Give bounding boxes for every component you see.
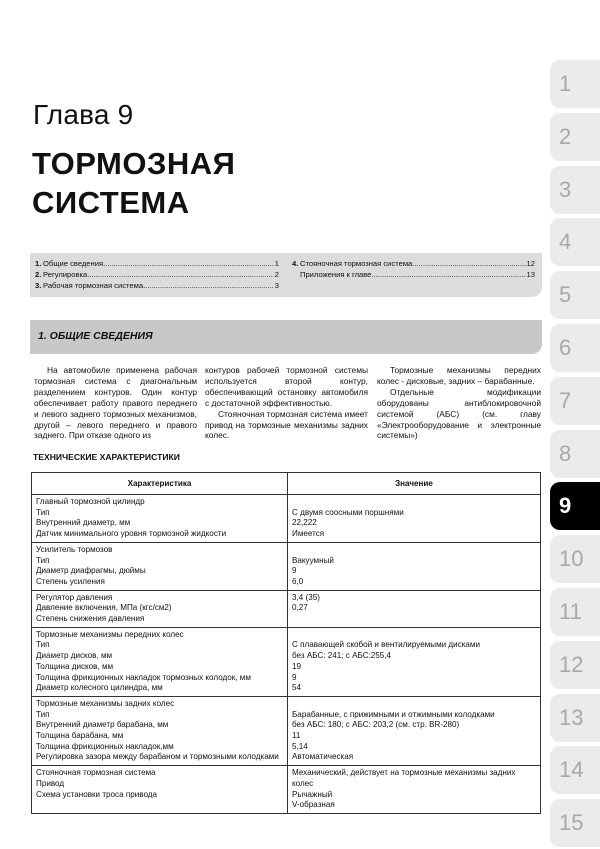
value-text: V-образная [292, 800, 335, 810]
body-paragraph: На автомобиле применена рабочая тормозная система с диагональным разделением контуров. Один контур обеспечивает работу правого переднего и левого заднего тормозных механизмов, другой – левого переднего и правого заднего. При отказе одного из [34, 365, 197, 441]
chapter-tab-15[interactable]: 15 [550, 799, 600, 847]
chapter-tab-2[interactable]: 2 [550, 113, 600, 161]
value-text: Вакуумный [292, 555, 334, 565]
chapter-title-line2: СИСТЕМА [32, 185, 190, 220]
value-text: 3,4 (35) [292, 592, 320, 602]
value-text: 0,27 [292, 603, 308, 613]
value-text [292, 497, 537, 508]
toc-leader-dots [412, 258, 525, 269]
characteristic-text: Толщина фрикционных накладок тормозных колодок, мм [36, 672, 251, 682]
chapter-tab-3[interactable]: 3 [550, 166, 600, 214]
value-cell [288, 766, 541, 814]
toc-item-label: Рабочая тормозная система [43, 281, 144, 290]
table-row [32, 495, 541, 543]
value-text: 9 [292, 672, 297, 682]
value-text [292, 699, 537, 710]
chapter-tab-12[interactable]: 12 [550, 641, 600, 689]
section-title: 1. ОБЩИЕ СВЕДЕНИЯ [38, 330, 153, 342]
table-of-contents [30, 253, 542, 297]
value-text: 54 [292, 683, 302, 693]
characteristic-cell [32, 627, 288, 696]
characteristic-text: Схема установки троса привода [36, 789, 157, 799]
characteristic-text: Степень снижения давления [36, 614, 145, 624]
value-text: С плавающей скобой и вентилируемыми дисками [292, 640, 481, 650]
value-cell [288, 627, 541, 696]
body-paragraph: контуров рабочей тормозной системы используется второй контур, обеспечивающий остановку автомобиля с достаточной эффективностью. [205, 365, 368, 408]
toc-column-right [292, 258, 535, 280]
value-text: 5,14 [292, 741, 308, 751]
characteristic-text: Диаметр дисков, мм [36, 651, 113, 661]
table-row [32, 627, 541, 696]
chapter-tab-6[interactable]: 6 [550, 324, 600, 372]
characteristic-text: Давление включения, МПа (кгс/см2) [36, 603, 172, 613]
chapter-tab-13[interactable]: 13 [550, 694, 600, 742]
toc-item[interactable] [35, 258, 279, 269]
toc-leader-dots [143, 280, 274, 291]
value-text [292, 630, 537, 641]
characteristic-text: Внутренний диаметр барабана, мм [36, 720, 169, 730]
characteristic-text: Усилитель тормозов [36, 544, 113, 554]
toc-item-number: 1. [35, 259, 42, 268]
toc-leader-dots [87, 269, 274, 280]
characteristic-text: Датчик минимального уровня тормозной жидкости [36, 529, 227, 539]
value-text: 6,0 [292, 576, 304, 586]
characteristic-text: Внутренний диаметр, мм [36, 518, 131, 528]
value-cell [288, 495, 541, 543]
toc-item-page: 2 [274, 270, 279, 279]
value-text: Автоматическая [292, 752, 354, 762]
chapter-label: Глава 9 [33, 99, 134, 130]
chapter-tab-5[interactable]: 5 [550, 271, 600, 319]
characteristic-text: Толщина барабана, мм [36, 731, 124, 741]
chapter-tab-1[interactable]: 1 [550, 60, 600, 108]
value-text: 11 [292, 731, 301, 741]
characteristic-cell [32, 542, 288, 590]
value-cell [288, 590, 541, 627]
characteristic-cell [32, 590, 288, 627]
value-text: без АБС: 180; с АБС: 203,2 (см. стр. BR-280) [292, 720, 460, 730]
chapter-tab-9[interactable]: 9 [550, 482, 600, 530]
toc-item-number [292, 269, 300, 280]
chapter-tab-8[interactable]: 8 [550, 430, 600, 478]
characteristic-text: Тип [36, 555, 50, 565]
table-row [32, 542, 541, 590]
value-text: Механический, действует на тормозные механизмы задних колес [292, 768, 516, 788]
toc-leader-dots [103, 258, 274, 269]
chapter-title [32, 144, 235, 222]
value-text: Рычажный [292, 789, 333, 799]
value-text: Имеется [292, 529, 325, 539]
body-paragraph: Стояночная тормозная система имеет привод на тормозные механизмы задних колес. [205, 408, 368, 441]
characteristic-text: Привод [36, 778, 65, 788]
toc-item-number: 3. [35, 281, 42, 290]
characteristic-text: Главный тормозной цилиндр [36, 497, 145, 506]
chapter-title-line1: ТОРМОЗНАЯ [32, 146, 236, 181]
characteristic-text: Тормозные механизмы задних колес [36, 698, 175, 708]
tech-specs-table [31, 472, 541, 814]
characteristic-cell [32, 766, 288, 814]
value-text: Барабанные, с прижимными и отжимными колодками [292, 709, 495, 719]
characteristic-text: Степень усиления [36, 576, 105, 586]
toc-item-label: Регулировка [43, 270, 88, 279]
table-row [32, 766, 541, 814]
column-header-characteristic: Характеристика [32, 473, 288, 495]
tech-specs-body [32, 495, 541, 814]
toc-item[interactable] [292, 258, 535, 269]
value-text: без АБС: 241; с АБС:255,4 [292, 651, 392, 661]
toc-item-label: Приложения к главе [300, 270, 372, 279]
value-text: 22,222 [292, 518, 317, 528]
characteristic-text: Тормозные механизмы передних колес [36, 629, 184, 639]
chapter-tab-7[interactable]: 7 [550, 377, 600, 425]
characteristic-text: Диаметр диафрагмы, дюймы [36, 566, 146, 576]
value-text: 19 [292, 661, 302, 671]
body-paragraph: Тормозные механизмы передних колес - дисковые, задних – барабанные. [377, 365, 541, 386]
toc-item-page: 13 [526, 270, 535, 279]
value-text: С двумя соосными поршнями [292, 507, 404, 517]
characteristic-text: Диаметр колесного цилиндра, мм [36, 683, 163, 693]
value-cell [288, 542, 541, 590]
tech-specs-heading: ТЕХНИЧЕСКИЕ ХАРАКТЕРИСТИКИ [33, 452, 180, 462]
characteristic-cell [32, 495, 288, 543]
chapter-tab-4[interactable]: 4 [550, 218, 600, 266]
characteristic-text: Стояночная тормозная система [36, 768, 156, 778]
toc-leader-dots [371, 269, 525, 280]
characteristic-text: Тип [36, 640, 50, 650]
toc-item-label: Стояночная тормозная система [300, 259, 413, 268]
toc-item-number: 4. [292, 259, 299, 268]
toc-item-page: 12 [526, 259, 535, 268]
section-header-bar [30, 320, 542, 354]
toc-item-page: 1 [274, 259, 279, 268]
characteristic-text: Тип [36, 709, 50, 719]
table-header-row [32, 473, 541, 495]
body-paragraph: Отдельные модификации оборудованы антиблокировочной системой (АБС) (см. главу «Электрооборудование и электронные системы») [377, 386, 541, 441]
chapter-tab-14[interactable]: 14 [550, 746, 600, 794]
toc-item-number: 2. [35, 270, 42, 279]
toc-item[interactable] [35, 269, 279, 280]
characteristic-text: Толщина дисков, мм [36, 661, 114, 671]
value-text: 9 [292, 566, 297, 576]
toc-column-left [35, 258, 279, 291]
value-text [292, 545, 537, 556]
characteristic-text: Толщина фрикционных накладок,мм [36, 741, 174, 751]
column-header-value: Значение [288, 473, 541, 495]
toc-item-page: 3 [274, 281, 279, 290]
characteristic-text: Регулировка зазора между барабаном и тормозными колодками [36, 752, 279, 762]
toc-item[interactable] [35, 280, 279, 291]
characteristic-text: Регулятор давления [36, 592, 113, 602]
toc-item-label: Общие сведения [43, 259, 104, 268]
body-column-2 [205, 365, 368, 441]
body-column-1 [34, 365, 197, 441]
characteristic-text: Тип [36, 507, 50, 517]
chapter-tab-10[interactable]: 10 [550, 535, 600, 583]
value-text [292, 614, 537, 625]
chapter-tab-11[interactable]: 11 [550, 588, 600, 636]
table-row [32, 696, 541, 765]
toc-item[interactable] [292, 269, 535, 280]
value-cell [288, 696, 541, 765]
body-column-3 [377, 365, 541, 441]
table-row [32, 590, 541, 627]
characteristic-cell [32, 696, 288, 765]
